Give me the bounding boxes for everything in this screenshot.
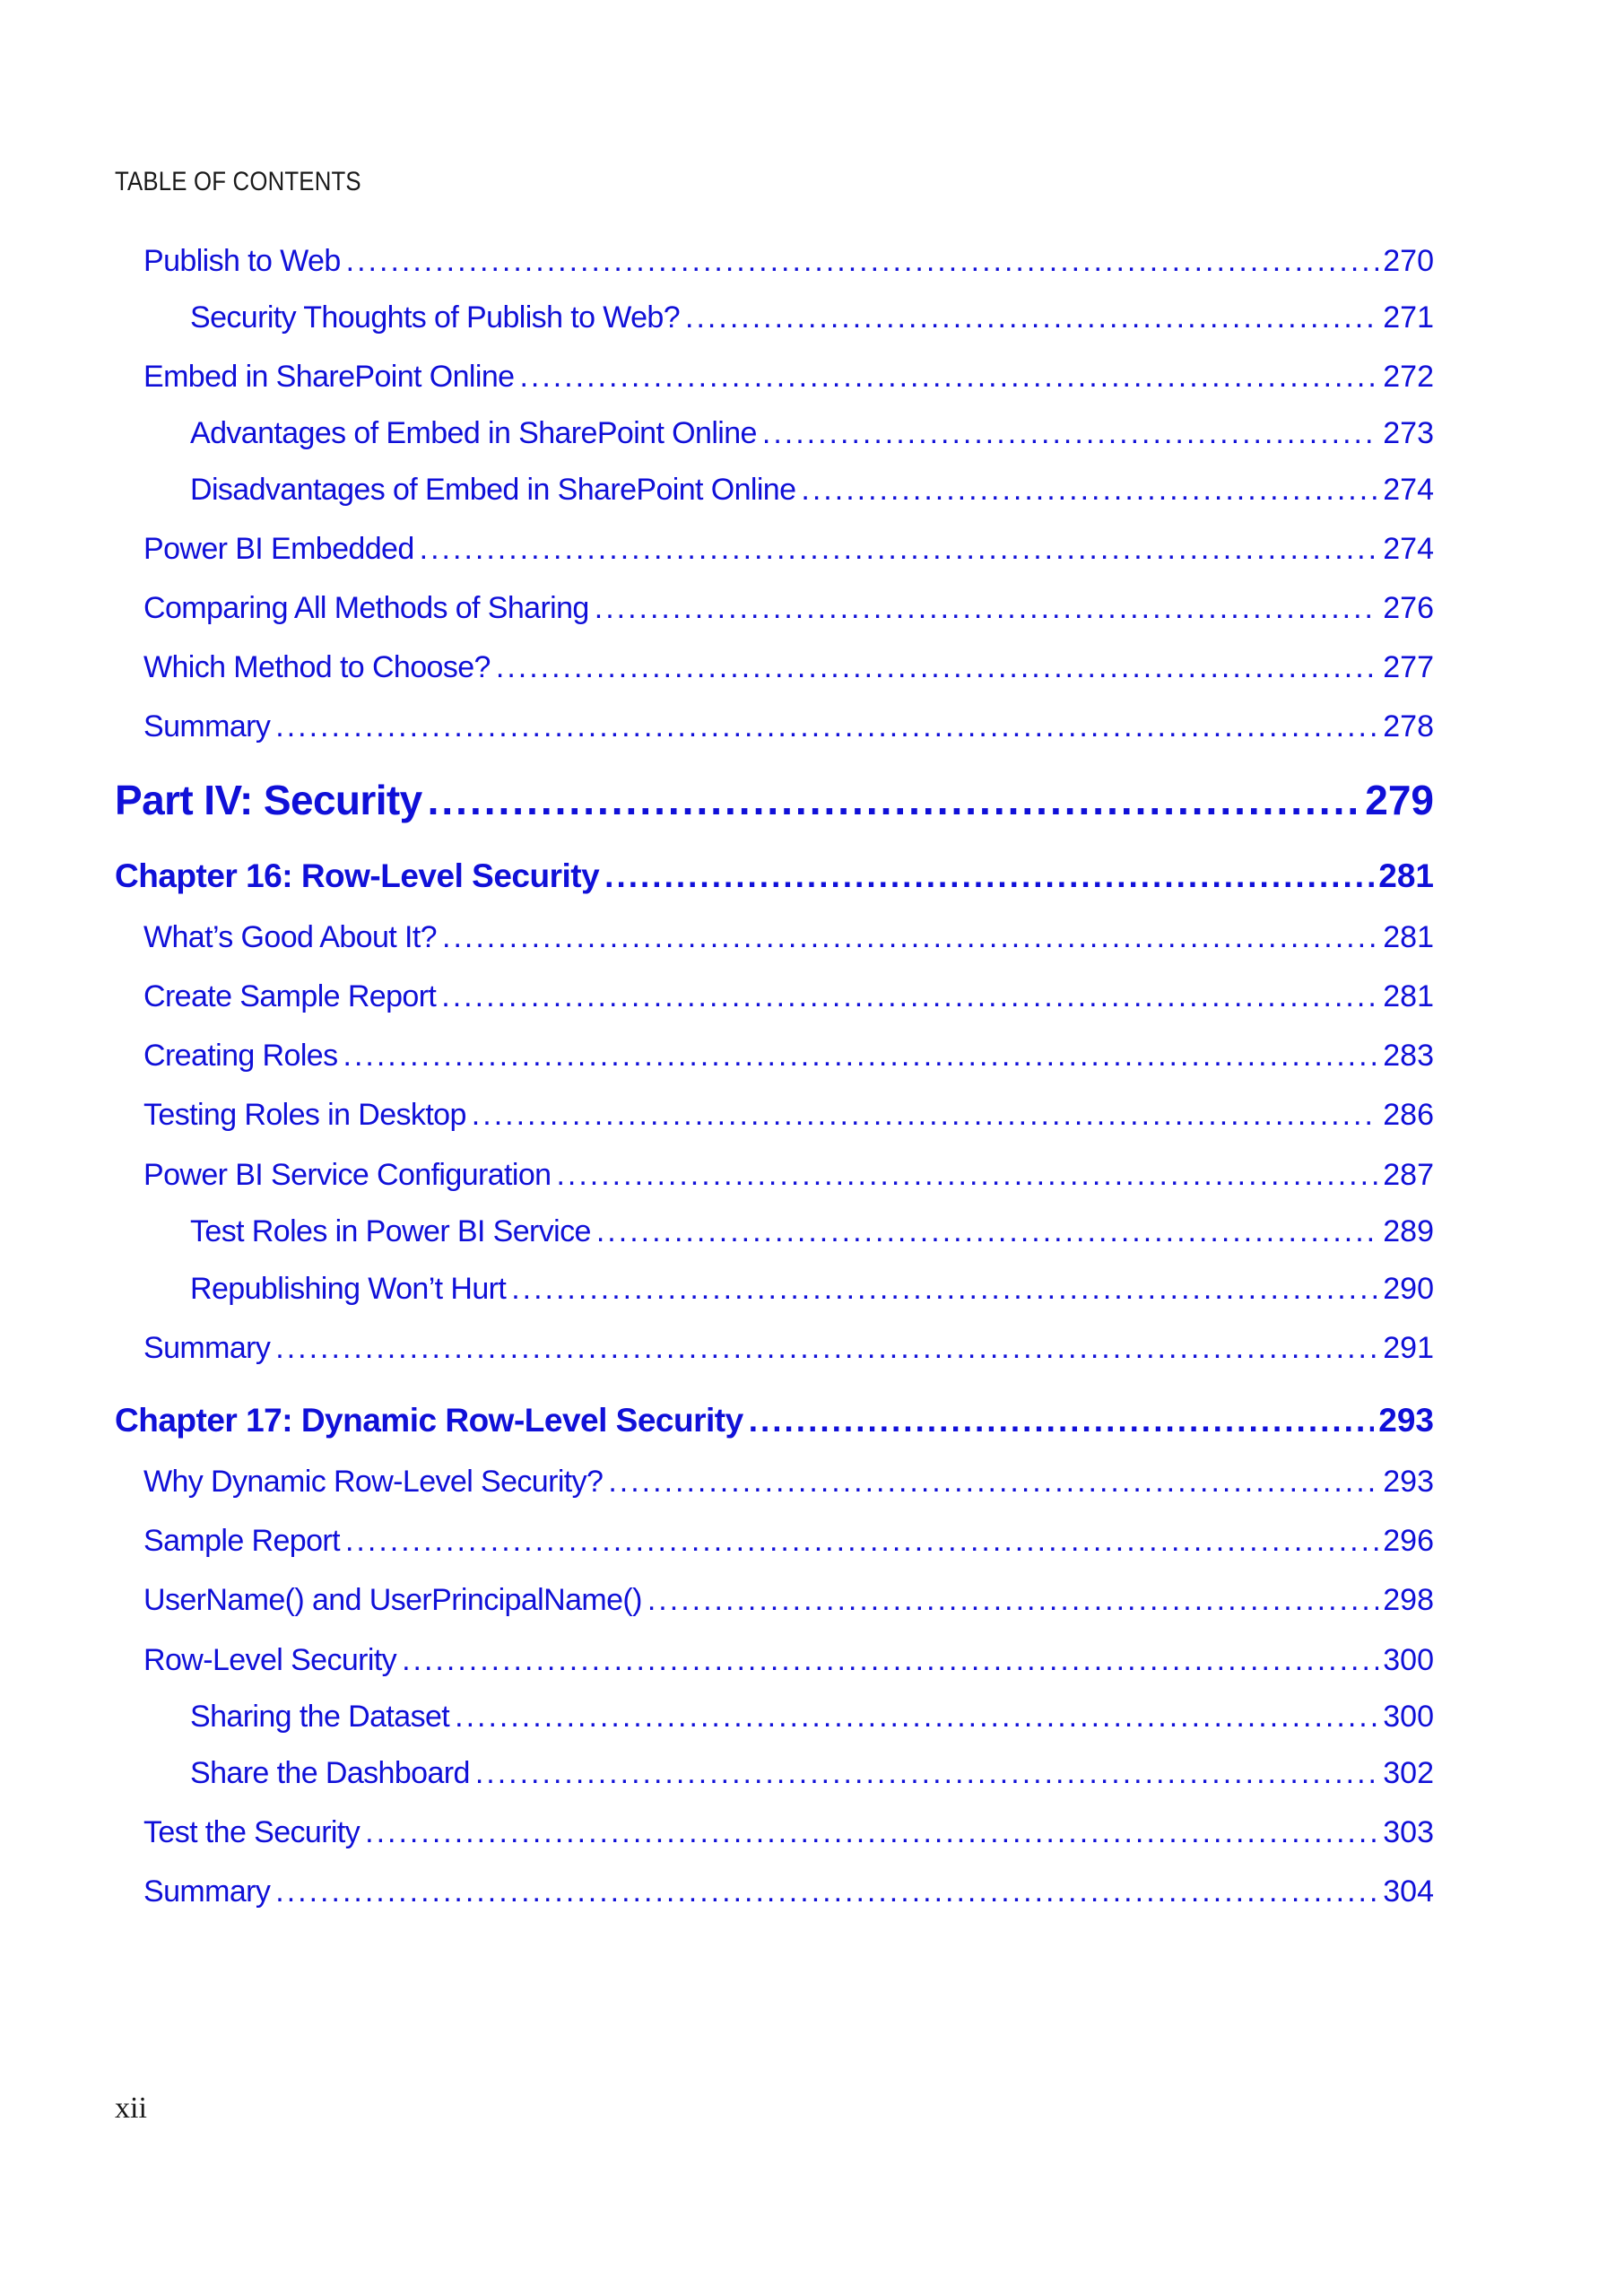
toc-entry-title: Summary <box>143 1874 271 1909</box>
toc-entry-title: Test Roles in Power BI Service <box>190 1214 591 1248</box>
dot-leader <box>596 1211 1378 1252</box>
toc-entry-section[interactable] <box>143 1094 1434 1135</box>
toc-entry-title: Creating Roles <box>143 1039 338 1073</box>
toc-entry-page-number: 300 <box>1383 1643 1434 1677</box>
dot-leader <box>801 469 1378 510</box>
toc-entry-page-number: 286 <box>1383 1098 1434 1132</box>
toc-entry-title: Sharing the Dataset <box>190 1700 450 1734</box>
toc-entry-title: Disadvantages of Embed in SharePoint Online <box>190 473 796 507</box>
toc-entry-title: Chapter 17: Dynamic Row-Level Security <box>115 1402 743 1439</box>
dot-leader <box>749 1398 1375 1443</box>
toc-entry-page-number: 278 <box>1383 709 1434 744</box>
toc-entry-section[interactable] <box>143 1579 1434 1621</box>
dot-leader <box>345 1520 1378 1561</box>
toc-entry-sub[interactable] <box>190 1752 1434 1794</box>
toc-entry-sub[interactable] <box>190 1696 1434 1737</box>
dot-leader <box>420 528 1379 570</box>
toc-entry-page-number: 290 <box>1383 1272 1434 1306</box>
toc-entry-page-number: 287 <box>1383 1158 1434 1192</box>
toc-entry-title: Chapter 16: Row-Level Security <box>115 857 600 894</box>
dot-leader <box>428 773 1361 827</box>
toc-entry-title: Security Thoughts of Publish to Web? <box>190 300 681 335</box>
toc-entry-page-number: 281 <box>1378 857 1434 894</box>
dot-leader <box>365 1812 1378 1853</box>
toc-entry-page-number: 293 <box>1378 1402 1434 1439</box>
toc-entry-section[interactable] <box>143 1639 1434 1681</box>
dot-leader <box>275 1327 1378 1369</box>
toc-entry-page-number: 296 <box>1383 1524 1434 1558</box>
dot-leader <box>511 1268 1378 1309</box>
toc-entry-section[interactable] <box>143 1327 1434 1369</box>
toc-entry-section[interactable] <box>143 1812 1434 1853</box>
toc-entry-page-number: 274 <box>1383 473 1434 507</box>
toc-entry-title: Testing Roles in Desktop <box>143 1098 466 1132</box>
toc-entry-title: Share the Dashboard <box>190 1756 470 1790</box>
toc-entry-title: Embed in SharePoint Online <box>143 360 515 394</box>
toc-entry-title: Why Dynamic Row-Level Security? <box>143 1465 604 1499</box>
dot-leader <box>647 1579 1378 1621</box>
toc-entry-page-number: 300 <box>1383 1700 1434 1734</box>
dot-leader <box>442 917 1378 958</box>
toc-entry-page-number: 293 <box>1383 1465 1434 1499</box>
toc-entry-section[interactable] <box>143 1154 1434 1196</box>
toc-entry-sub[interactable] <box>190 297 1434 338</box>
toc-entry-title: Comparing All Methods of Sharing <box>143 591 589 625</box>
toc-entry-section[interactable] <box>143 647 1434 688</box>
dot-leader <box>762 413 1378 454</box>
page-folio: xii <box>115 2092 147 2125</box>
toc-entry-section[interactable] <box>143 917 1434 958</box>
toc-entry-page-number: 302 <box>1383 1756 1434 1790</box>
toc-entry-page-number: 279 <box>1365 777 1434 823</box>
dot-leader <box>519 356 1378 397</box>
toc-entry-title: Which Method to Choose? <box>143 650 491 684</box>
toc-entry-section[interactable] <box>143 1035 1434 1076</box>
toc-entry-page-number: 281 <box>1383 979 1434 1013</box>
toc-entry-page-number: 304 <box>1383 1874 1434 1909</box>
toc-entry-title: What’s Good About It? <box>143 920 437 954</box>
toc-entry-section[interactable] <box>143 240 1434 282</box>
toc-entry-title: Part IV: Security <box>115 777 422 823</box>
running-header: TABLE OF CONTENTS <box>115 167 361 196</box>
toc-entry-section[interactable] <box>143 528 1434 570</box>
toc-entry-section[interactable] <box>143 356 1434 397</box>
toc-entry-title: UserName() and UserPrincipalName() <box>143 1583 642 1617</box>
toc-entry-title: Test the Security <box>143 1815 360 1849</box>
toc-entry-page-number: 276 <box>1383 591 1434 625</box>
dot-leader <box>402 1639 1378 1681</box>
toc-entry-page-number: 289 <box>1383 1214 1434 1248</box>
dot-leader <box>595 587 1379 629</box>
toc-entry-page-number: 272 <box>1383 360 1434 394</box>
dot-leader <box>441 976 1378 1017</box>
dot-leader <box>475 1752 1378 1794</box>
dot-leader <box>346 240 1379 282</box>
dot-leader <box>496 647 1378 688</box>
toc-entry-section[interactable] <box>143 1871 1434 1912</box>
toc-entry-title: Summary <box>143 1331 271 1365</box>
toc-entry-page-number: 270 <box>1383 244 1434 278</box>
toc-entry-page-number: 303 <box>1383 1815 1434 1849</box>
toc-entry-title: Summary <box>143 709 271 744</box>
toc-entry-chapter[interactable] <box>115 1398 1434 1443</box>
toc-entry-title: Publish to Web <box>143 244 341 278</box>
toc-entry-title: Power BI Service Configuration <box>143 1158 552 1192</box>
dot-leader <box>685 297 1378 338</box>
toc-entry-page-number: 281 <box>1383 920 1434 954</box>
toc-entry-part[interactable] <box>115 773 1434 827</box>
dot-leader <box>455 1696 1378 1737</box>
toc-entry-sub[interactable] <box>190 413 1434 454</box>
toc-entry-title: Row-Level Security <box>143 1643 397 1677</box>
toc-entry-section[interactable] <box>143 1461 1434 1502</box>
toc-entry-page-number: 291 <box>1383 1331 1434 1365</box>
dot-leader <box>275 1871 1378 1912</box>
toc-entry-sub[interactable] <box>190 1268 1434 1309</box>
toc-entry-page-number: 274 <box>1383 532 1434 566</box>
toc-entry-page-number: 273 <box>1383 416 1434 450</box>
toc-entry-title: Advantages of Embed in SharePoint Online <box>190 416 757 450</box>
toc-entry-page-number: 277 <box>1383 650 1434 684</box>
toc-entry-chapter[interactable] <box>115 854 1434 899</box>
toc-entry-title: Create Sample Report <box>143 979 437 1013</box>
toc-entry-section[interactable] <box>143 587 1434 629</box>
toc-entry-page-number: 298 <box>1383 1583 1434 1617</box>
toc-entry-sub[interactable] <box>190 1211 1434 1252</box>
toc-entry-page-number: 283 <box>1383 1039 1434 1073</box>
dot-leader <box>608 1461 1378 1502</box>
dot-leader <box>604 854 1374 899</box>
toc-entry-title: Sample Report <box>143 1524 340 1558</box>
toc-entry-page-number: 271 <box>1383 300 1434 335</box>
dot-leader <box>472 1094 1378 1135</box>
toc-entry-section[interactable] <box>143 976 1434 1017</box>
dot-leader <box>556 1154 1378 1196</box>
toc-entry-section[interactable] <box>143 706 1434 747</box>
dot-leader <box>343 1035 1379 1076</box>
dot-leader <box>275 706 1378 747</box>
toc-entry-title: Republishing Won’t Hurt <box>190 1272 507 1306</box>
toc-entry-title: Power BI Embedded <box>143 532 414 566</box>
toc-entry-section[interactable] <box>143 1520 1434 1561</box>
toc-entry-sub[interactable] <box>190 469 1434 510</box>
